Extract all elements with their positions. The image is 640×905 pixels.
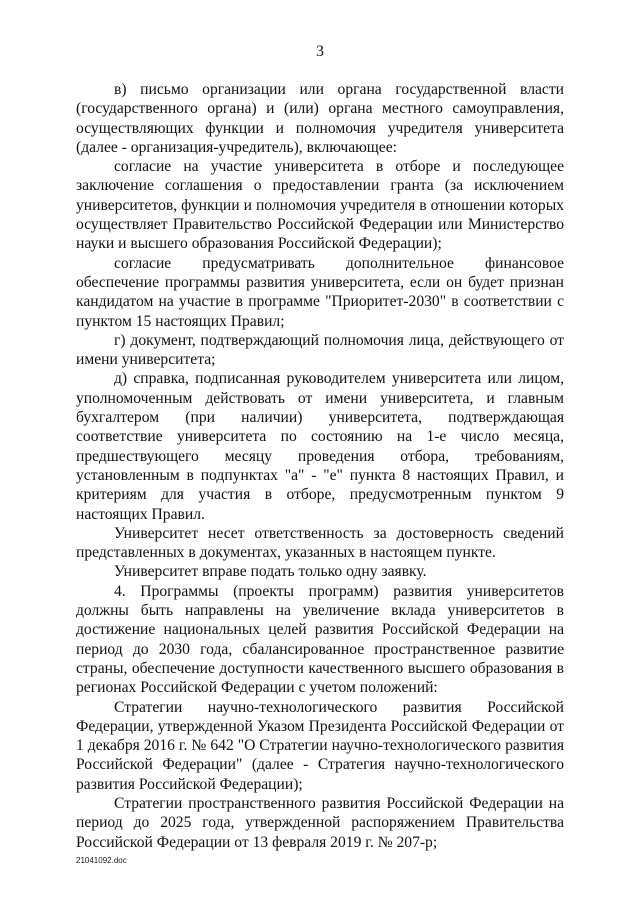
page-number: 3	[316, 43, 324, 60]
paragraph-spatial-strategy: Стратегии пространственного развития Российской Федерации на период до 2025 года, утвержденной распоряжением Правительства Российской Федерации от 13 февраля 2019 г. № 207-р;	[76, 794, 564, 851]
document-file-code: 21041092.doc	[76, 856, 127, 865]
paragraph-programs-goals: 4. Программы (проекты программ) развития университетов должны быть направлены на увеличение вклада университетов в достижение национальных целей развития Российской Федерации на период до 2030 года, сбалансированное пространственное развитие страны, обеспечение доступности качественного высшего образования в регионах Российской Федерации с учетом положений:	[76, 582, 564, 697]
paragraph-consent-funding: согласие предусматривать дополнительное финансовое обеспечение программы развития университета, если он будет признан кандидатом на участие в программе "Приоритет-2030" в соответствии с пунктом 15 настоящих Правил;	[76, 254, 564, 330]
paragraph-single-application: Университет вправе подать только одну заявку.	[114, 563, 427, 581]
paragraph-authority-document: г) документ, подтверждающий полномочия лица, действующего от имени университета;	[76, 331, 564, 369]
paragraph-consent-participation: согласие на участие университета в отборе и последующее заключение соглашения о предоставлении гранта (за исключением университетов, функции и полномочия учредителя в отношении которых осуществляет Правительство Российской Федерации или Министерство науки и высшего образования Российской Федерации);	[76, 158, 564, 253]
document-body	[76, 80, 564, 852]
paragraph-certificate: д) справка, подписанная руководителем университета или лицом, уполномоченным действовать от имени университета, и главным бухгалтером (при наличии) университета, подтверждающая соответствие университета по состоянию на 1-е число месяца, предшествующего месяцу проведения отбора, требованиям, установленным в подпунктах "а" - "е" пункта 8 настоящих Правил, и критериям для участия в отборе, предусмотренным пунктом 9 настоящих Правил.	[76, 370, 564, 523]
paragraph-sci-tech-strategy: Стратегии научно-технологического развития Российской Федерации, утвержденной Указом Президента Российской Федерации от 1 декабря 2016 г. № 642 "О Стратегии научно-технологического развития Российской Федерации" (далее - Стратегия научно-технологического развития Российской Федерации);	[76, 698, 564, 793]
paragraph-founder-letter: в) письмо организации или органа государственной власти (государственного органа) и (или) органа местного самоуправления, осуществляющих функции и полномочия учредителя университета (далее - организация-учредитель), включающее:	[76, 81, 564, 156]
paragraph-responsibility: Университет несет ответственность за достоверность сведений представленных в документах, указанных в настоящем пункте.	[76, 524, 564, 562]
